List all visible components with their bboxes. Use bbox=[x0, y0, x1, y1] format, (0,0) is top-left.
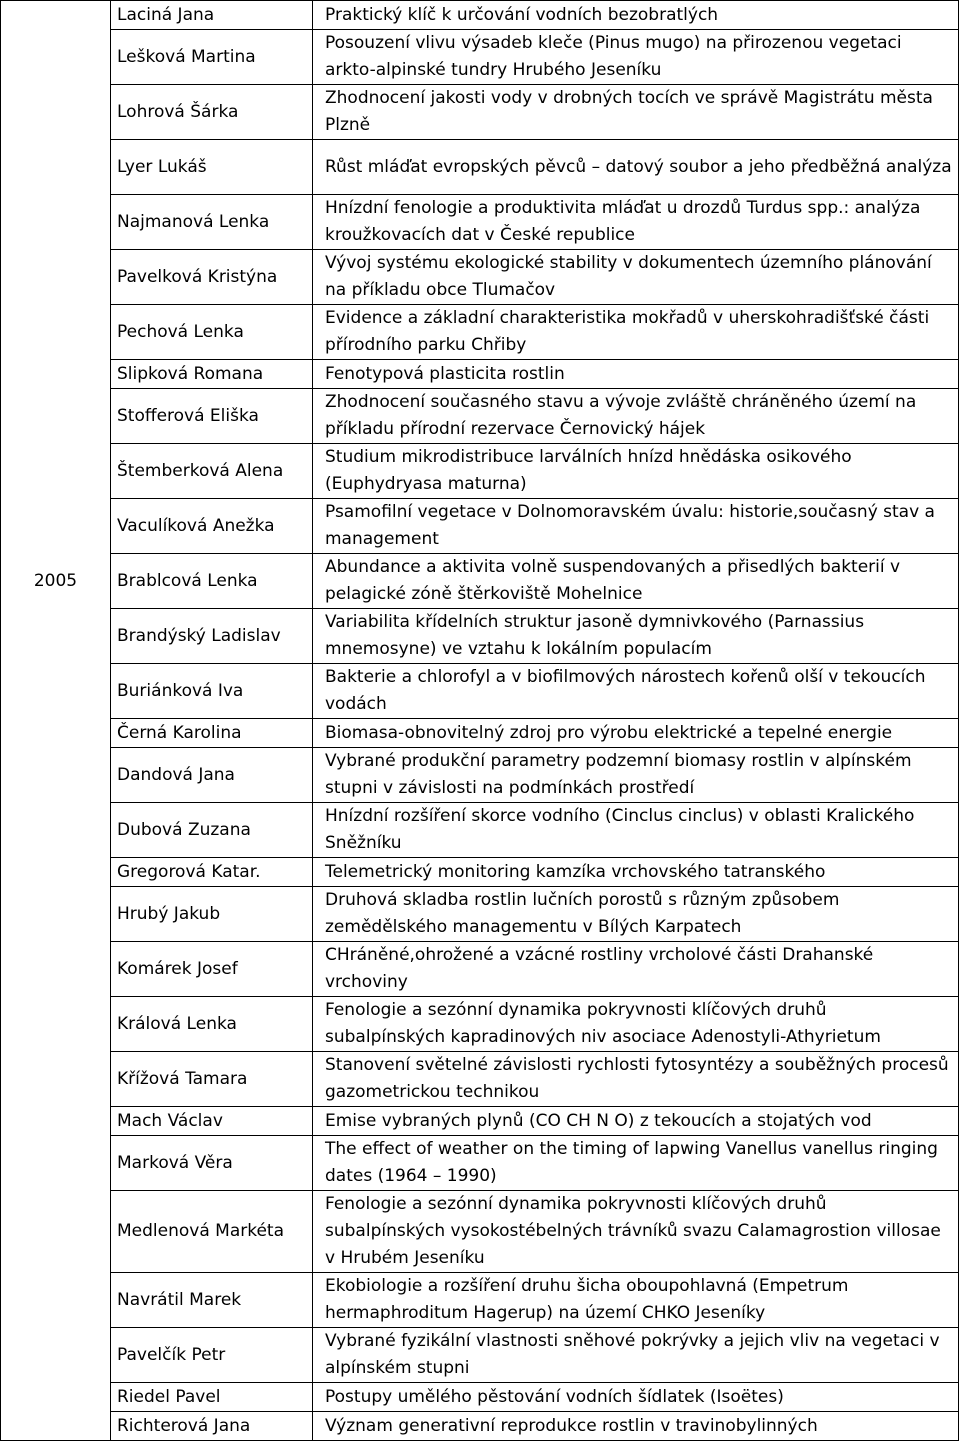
thesis-title: Evidence a základní charakteristika mokřadů v uherskohradišťské části přírodního parku Chřiby bbox=[313, 305, 959, 360]
author-name: Riedel Pavel bbox=[111, 1383, 313, 1412]
thesis-title: Postupy umělého pěstování vodních šídlatek (Isoëtes) bbox=[313, 1383, 959, 1412]
table-row bbox=[1, 997, 959, 1052]
thesis-title: Vybrané fyzikální vlastnosti sněhové pokrývky a jejich vliv na vegetaci v alpínském stupni bbox=[313, 1328, 959, 1383]
thesis-title: Fenologie a sezónní dynamika pokryvnosti klíčových druhů subalpínských kapradinových niv asociace Adenostyli-Athyrietum bbox=[313, 997, 959, 1052]
thesis-title: Druhová skladba rostlin lučních porostů s různým způsobem zemědělského managementu v Bílých Karpatech bbox=[313, 887, 959, 942]
table-row bbox=[1, 30, 959, 85]
author-name: Mach Václav bbox=[111, 1107, 313, 1136]
table-row bbox=[1, 305, 959, 360]
table-row bbox=[1, 1412, 959, 1441]
thesis-title: Význam generativní reprodukce rostlin v travinobylinných bbox=[313, 1412, 959, 1441]
author-name: Richterová Jana bbox=[111, 1412, 313, 1441]
table-row bbox=[1, 858, 959, 887]
author-name: Brandýský Ladislav bbox=[111, 609, 313, 664]
thesis-title: CHráněné,ohrožené a vzácné rostliny vrcholové části Drahanské vrchoviny bbox=[313, 942, 959, 997]
author-name: Navrátil Marek bbox=[111, 1273, 313, 1328]
author-name: Medlenová Markéta bbox=[111, 1191, 313, 1273]
thesis-title: Ekobiologie a rozšíření druhu šicha oboupohlavná (Empetrum hermaphroditum Hagerup) na území CHKO Jeseníky bbox=[313, 1273, 959, 1328]
author-name: Brablcová Lenka bbox=[111, 554, 313, 609]
thesis-title: Růst mláďat evropských pěvců – datový soubor a jeho předběžná analýza bbox=[313, 140, 959, 195]
thesis-title: Hnízdní fenologie a produktivita mláďat u drozdů Turdus spp.: analýza kroužkovacích dat v České republice bbox=[313, 195, 959, 250]
author-name: Stofferová Eliška bbox=[111, 389, 313, 444]
year-label: 2005 bbox=[33, 571, 78, 591]
table-row bbox=[1, 1, 959, 30]
table-row bbox=[1, 664, 959, 719]
table-row bbox=[1, 1136, 959, 1191]
thesis-title: Biomasa-obnovitelný zdroj pro výrobu elektrické a tepelné energie bbox=[313, 719, 959, 748]
thesis-title: Hnízdní rozšíření skorce vodního (Cinclus cinclus) v oblasti Kralického Sněžníku bbox=[313, 803, 959, 858]
author-name: Pavelková Kristýna bbox=[111, 250, 313, 305]
thesis-title: Bakterie a chlorofyl a v biofilmových nárostech kořenů olší v tekoucích vodách bbox=[313, 664, 959, 719]
table-row bbox=[1, 1052, 959, 1107]
table-row bbox=[1, 499, 959, 554]
thesis-title: Posouzení vlivu výsadeb kleče (Pinus mugo) na přirozenou vegetaci arkto-alpinské tundry Hrubého Jeseníku bbox=[313, 30, 959, 85]
table-row bbox=[1, 389, 959, 444]
author-name: Buriánková Iva bbox=[111, 664, 313, 719]
thesis-title: Psamofilní vegetace v Dolnomoravském úvalu: historie,současný stav a management bbox=[313, 499, 959, 554]
author-name: Křížová Tamara bbox=[111, 1052, 313, 1107]
table-row bbox=[1, 360, 959, 389]
thesis-table-body bbox=[1, 1, 959, 1441]
thesis-title: Zhodnocení současného stavu a vývoje zvláště chráněného území na příkladu přírodní rezervace Černovický hájek bbox=[313, 389, 959, 444]
table-row bbox=[1, 942, 959, 997]
thesis-title: Vybrané produkční parametry podzemní biomasy rostlin v alpínském stupni v závislosti na podmínkách prostředí bbox=[313, 748, 959, 803]
thesis-title: Fenologie a sezónní dynamika pokryvnosti klíčových druhů subalpínských vysokostébelných trávníků svazu Calamagrostion villosae v Hrubém Jeseníku bbox=[313, 1191, 959, 1273]
thesis-title: Abundance a aktivita volně suspendovaných a přisedlých bakterií v pelagické zóně štěrkoviště Mohelnice bbox=[313, 554, 959, 609]
year-cell bbox=[1, 1, 111, 1441]
author-name: Králová Lenka bbox=[111, 997, 313, 1052]
table-row bbox=[1, 719, 959, 748]
table-row bbox=[1, 85, 959, 140]
thesis-title: Zhodnocení jakosti vody v drobných tocích ve správě Magistrátu města Plzně bbox=[313, 85, 959, 140]
table-row bbox=[1, 609, 959, 664]
thesis-title: Praktický klíč k určování vodních bezobratlých bbox=[313, 1, 959, 30]
author-name: Štemberková Alena bbox=[111, 444, 313, 499]
thesis-title: Vývoj systému ekologické stability v dokumentech územního plánování na příkladu obce Tlumačov bbox=[313, 250, 959, 305]
author-name: Najmanová Lenka bbox=[111, 195, 313, 250]
author-name: Černá Karolina bbox=[111, 719, 313, 748]
author-name: Laciná Jana bbox=[111, 1, 313, 30]
table-row bbox=[1, 195, 959, 250]
author-name: Marková Věra bbox=[111, 1136, 313, 1191]
table-row bbox=[1, 554, 959, 609]
thesis-title: Emise vybraných plynů (CO CH N O) z tekoucích a stojatých vod bbox=[313, 1107, 959, 1136]
table-row bbox=[1, 250, 959, 305]
table-row bbox=[1, 1273, 959, 1328]
author-name: Hrubý Jakub bbox=[111, 887, 313, 942]
author-name: Dubová Zuzana bbox=[111, 803, 313, 858]
table-row bbox=[1, 1383, 959, 1412]
table-row bbox=[1, 1107, 959, 1136]
thesis-title: Stanovení světelné závislosti rychlosti fytosyntézy a souběžných procesů gazometrickou technikou bbox=[313, 1052, 959, 1107]
table-row bbox=[1, 803, 959, 858]
table-row bbox=[1, 748, 959, 803]
author-name: Lohrová Šárka bbox=[111, 85, 313, 140]
table-row bbox=[1, 444, 959, 499]
author-name: Slipková Romana bbox=[111, 360, 313, 389]
author-name: Komárek Josef bbox=[111, 942, 313, 997]
table-row bbox=[1, 1191, 959, 1273]
thesis-title: Studium mikrodistribuce larválních hnízd hnědáska osikového (Euphydryasa maturna) bbox=[313, 444, 959, 499]
author-name: Dandová Jana bbox=[111, 748, 313, 803]
author-name: Vaculíková Anežka bbox=[111, 499, 313, 554]
author-name: Lyer Lukáš bbox=[111, 140, 313, 195]
author-name: Pavelčík Petr bbox=[111, 1328, 313, 1383]
author-name: Gregorová Katar. bbox=[111, 858, 313, 887]
author-name: Pechová Lenka bbox=[111, 305, 313, 360]
thesis-title: Fenotypová plasticita rostlin bbox=[313, 360, 959, 389]
thesis-title: Telemetrický monitoring kamzíka vrchovského tatranského bbox=[313, 858, 959, 887]
table-row bbox=[1, 140, 959, 195]
table-row bbox=[1, 1328, 959, 1383]
author-name: Lešková Martina bbox=[111, 30, 313, 85]
thesis-title: The effect of weather on the timing of lapwing Vanellus vanellus ringing dates (1964 – 1990) bbox=[313, 1136, 959, 1191]
table-row bbox=[1, 887, 959, 942]
thesis-title: Variabilita křídelních struktur jasoně dymnivkového (Parnassius mnemosyne) ve vztahu k lokálním populacím bbox=[313, 609, 959, 664]
